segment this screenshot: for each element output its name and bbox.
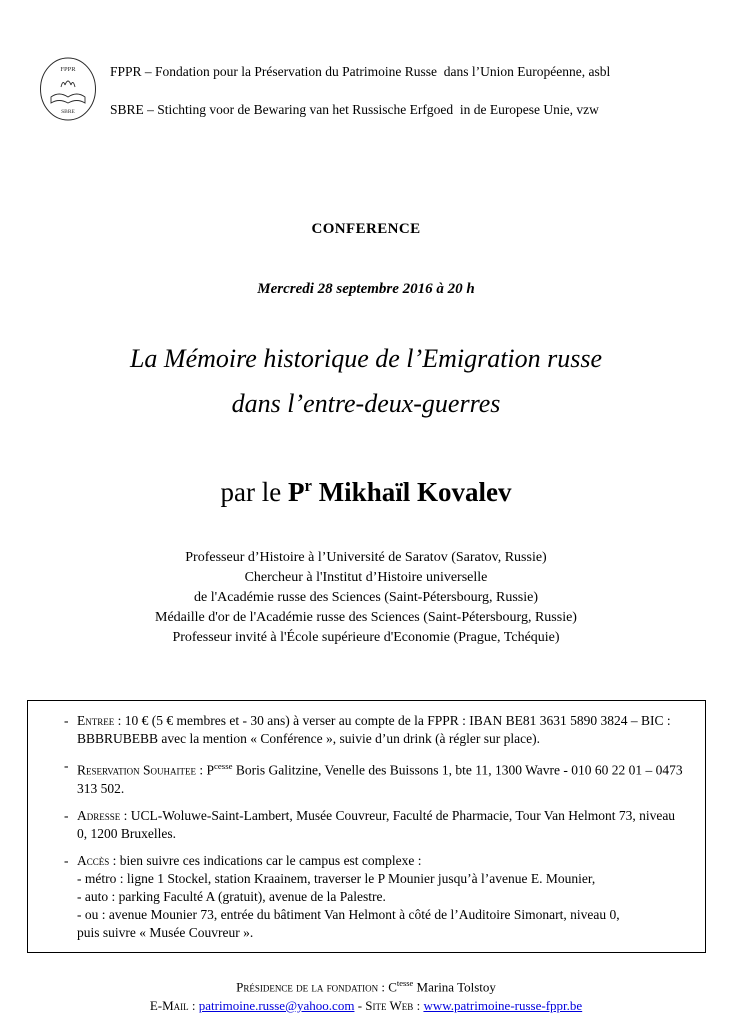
presidence-name: Marina Tolstoy [413, 978, 496, 994]
reservation-body: Boris Galitzine, Venelle des Buissons 1, bte 11, 1300 Wavre - 010 60 22 01 – 0473 313 502. [77, 762, 683, 796]
credential-line: Professeur d’Histoire à l’Université de Saratov (Saratov, Russie) [185, 550, 547, 565]
info-item-adresse [64, 807, 687, 843]
presidence-superscript: tesse [396, 977, 414, 988]
email-link[interactable]: patrimoine.russe@yahoo.com [198, 997, 355, 1013]
logo-bottom-text: SBRE [61, 109, 75, 115]
info-item-acces [64, 852, 687, 942]
logo-top-text: FPPR [60, 66, 76, 73]
acces-line-metro: - métro : ligne 1 Stockel, station Kraainem, traverser le P Mounier jusqu’à l’avenue E. Mounier, [77, 870, 596, 886]
contact-separator: - [354, 997, 366, 1013]
entree-text [77, 712, 687, 748]
reservation-text [77, 757, 687, 798]
fppr-sbre-logo-icon [38, 56, 98, 127]
item-dash: - [64, 713, 69, 728]
event-date: Mercredi 28 septembre 2016 à 20 h [257, 281, 475, 297]
acces-label: Accès [77, 852, 110, 868]
adresse-text [77, 807, 687, 843]
acces-intro [77, 852, 687, 870]
email-label: E-Mail [149, 997, 189, 1013]
speaker-title-superscript: r [304, 476, 312, 495]
presidence-label: Présidence de la fondation [236, 978, 379, 994]
acces-line-suite: puis suivre « Musée Couvreur ». [77, 924, 254, 940]
speaker-fullname: Mikhaïl Kovalev [311, 477, 512, 507]
document-header [0, 0, 732, 127]
credential-line: de l'Académie russe des Sciences (Saint-Pétersbourg, Russie) [193, 590, 538, 605]
document-footer [0, 974, 732, 1015]
item-dash: - [64, 807, 69, 823]
contact-line [0, 996, 732, 1015]
adresse-body: : UCL-Woluwe-Saint-Lambert, Musée Couvreur, Faculté de Pharmacie, Tour Van Helmont 73, niveau 0, 1200 Bruxelles. [77, 807, 676, 841]
speaker-prefix: par le [220, 477, 288, 507]
info-item-entree [64, 712, 687, 748]
credential-line: Professeur invité à l'École supérieure d'Economie (Prague, Tchéquie) [172, 630, 560, 645]
lecture-title-line-2: dans l’entre-deux-guerres [231, 389, 501, 418]
speaker-credentials [0, 548, 732, 648]
email-colon: : [188, 997, 199, 1013]
reservation-pre: : P [196, 762, 215, 778]
speaker-line [0, 476, 732, 508]
organisation-names [110, 56, 610, 117]
acces-text [77, 852, 687, 942]
credential-line: Médaille d'or de l'Académie russe des Sciences (Saint-Pétersbourg, Russie) [155, 610, 577, 625]
presidence-pre: : C [378, 978, 397, 994]
speaker-name [288, 477, 511, 507]
lecture-title [0, 336, 732, 426]
entree-label: Entree [77, 713, 115, 728]
info-item-reservation [64, 757, 687, 798]
item-dash: - [64, 758, 69, 773]
practical-info-box [27, 700, 706, 953]
acces-line-auto: - auto : parking Faculté A (gratuit), avenue de la Palestre. [77, 888, 386, 904]
site-web-colon: : [413, 997, 424, 1013]
adresse-label: Adresse [77, 807, 121, 823]
acces-line-ou: - ou : avenue Mounier 73, entrée du bâtiment Van Helmont à côté de l’Auditoire Simonart, niveau 0, [77, 906, 620, 922]
conference-heading: CONFERENCE [311, 221, 421, 237]
org-line-sbre: SBRE – Stichting voor de Bewaring van het Russische Erfgoed in de Europese Unie, vzw [110, 102, 599, 117]
site-web-label: Site Web [365, 997, 414, 1013]
site-web-link[interactable]: www.patrimoine-russe-fppr.be [423, 997, 583, 1013]
org-line-fppr: FPPR – Fondation pour la Préservation du Patrimoine Russe dans l’Union Européenne, asbl [110, 64, 611, 79]
lecture-title-line-1: La Mémoire historique de l’Emigration russe [129, 344, 603, 373]
reservation-superscript: cesse [214, 761, 233, 771]
acces-body: : bien suivre ces indications car le campus est complexe : [109, 852, 422, 868]
logo-emblem-icon [38, 56, 98, 122]
presidence-line [0, 974, 732, 996]
credential-line: Chercheur à l'Institut d’Histoire universelle [244, 570, 488, 585]
entree-body: : 10 € (5 € membres et - 30 ans) à verser au compte de la FPPR : IBAN BE81 3631 5890 3824 – BIC : BBBRUBEBB avec la mention « Conférence », suivie d’un drink (à régler sur place). [77, 713, 671, 746]
speaker-title-letter: P [288, 477, 305, 507]
reservation-label: Reservation Souhaitee [77, 762, 196, 778]
item-dash: - [64, 852, 69, 868]
